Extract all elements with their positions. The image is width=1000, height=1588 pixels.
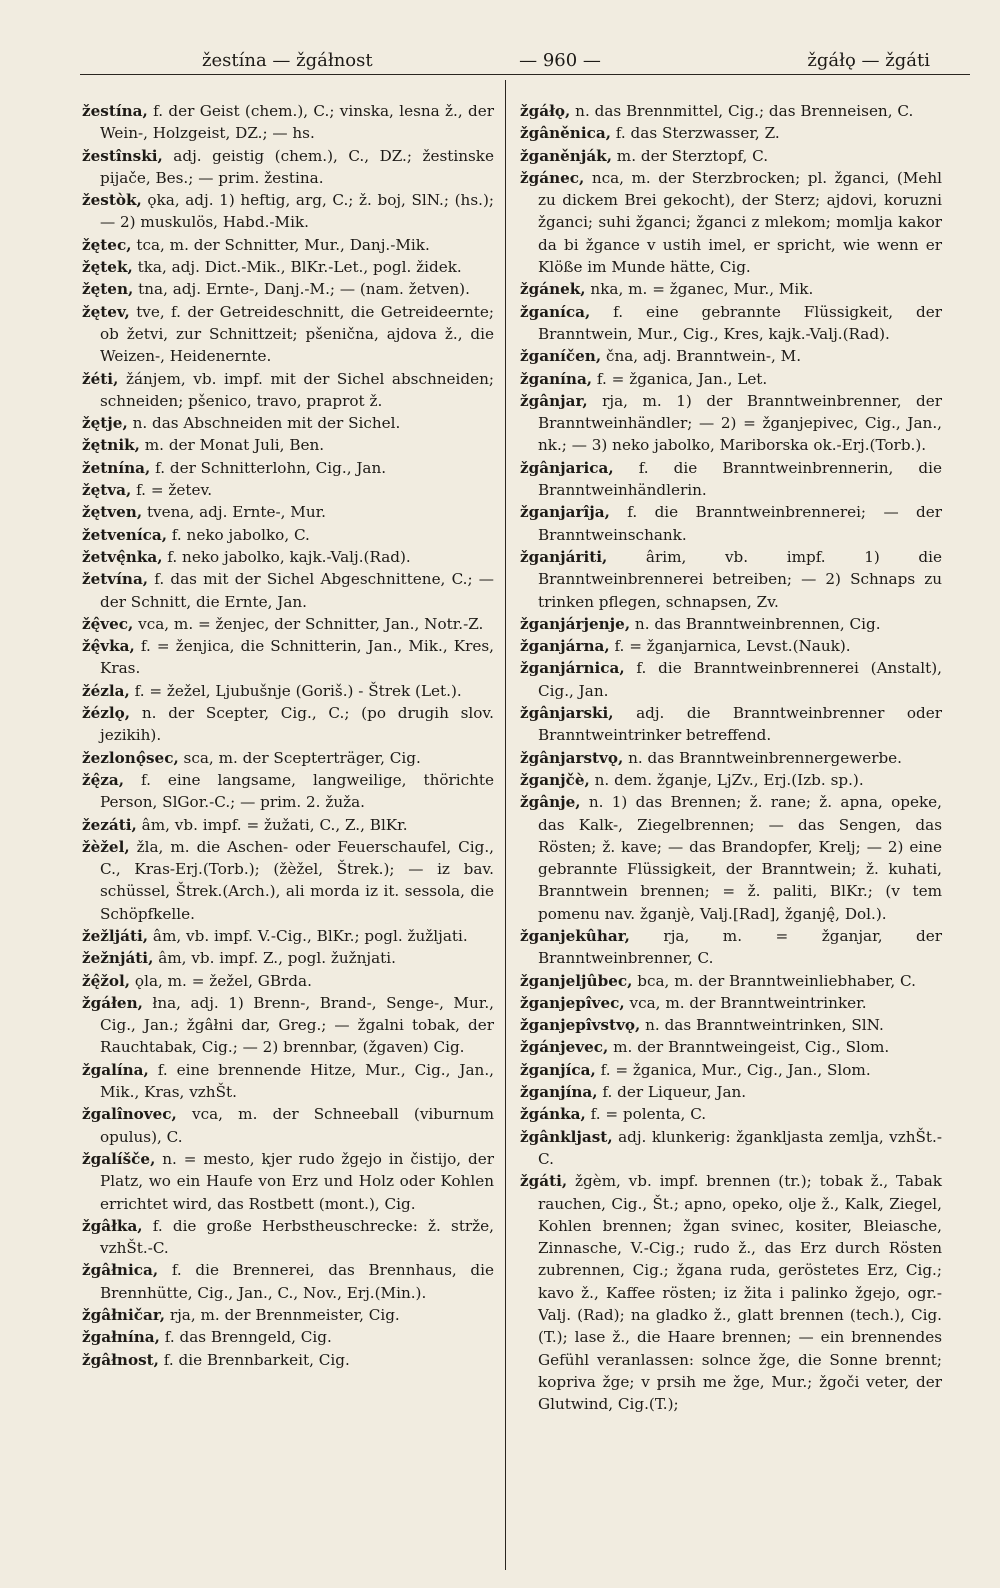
entry-definition: f. neko jabolko, C.: [166, 525, 310, 544]
dictionary-entry: [520, 992, 942, 1014]
dictionary-entry: [82, 814, 494, 836]
entry-headword: žętven,: [82, 503, 143, 522]
entry-headword: žganjárnica,: [520, 659, 625, 678]
entry-headword: žéti,: [82, 369, 119, 388]
entry-definition: tvena, adj. Ernte-, Mur.: [142, 503, 327, 522]
dictionary-entry: [520, 657, 942, 702]
dictionary-entry: [82, 278, 494, 300]
dictionary-entry: [82, 836, 494, 925]
entry-definition: f. = žganjarnica, Levst.(Nauk).: [609, 637, 851, 656]
entry-headword: žętnik,: [82, 436, 140, 455]
entry-headword: žgâłnost,: [82, 1350, 159, 1369]
entry-definition: n. der Scepter, Cig., C.; (po drugih slov. jezikih).: [100, 704, 494, 745]
dictionary-entry: [520, 1126, 942, 1171]
entry-definition: f. die Branntweinbrennerei (Anstalt), Cig., Jan.: [538, 659, 942, 700]
dictionary-entry: [520, 747, 942, 769]
entry-definition: n. 1) das Brennen; ž. rane; ž. apna, opeke, das Kalk-, Ziegelbrennen; — das Sengen, das Rösten; ž. kave; — das Brandopfer, Krelj; — 2) eine gebrannte Flüssigkeit, der Branntwein; ž. kuhati, Branntwein brennen; = ž. paliti, BlKr.; (v tem pomenu nav. žganjè, Valj.[Rad], žganję̂, Dol.).: [538, 793, 942, 923]
entry-headword: žganjepîvec,: [520, 993, 625, 1012]
entry-definition: vca, m. = ženjec, der Schnitter, Jan., Notr.-Z.: [133, 614, 484, 633]
dictionary-entry: [82, 434, 494, 456]
entry-definition: adj. klunkerig: žgankljasta zemlja, vzhŠt.-C.: [538, 1127, 942, 1168]
entry-headword: žézlǫ,: [82, 704, 131, 723]
dictionary-entry: [82, 1259, 494, 1304]
entry-headword: žgánek,: [520, 280, 586, 299]
entry-definition: f. das Brenngeld, Cig.: [159, 1328, 332, 1347]
dictionary-entry: [520, 1103, 942, 1125]
entry-definition: f. eine gebrannte Flüssigkeit, der Branntwein, Mur., Cig., Kres, kajk.-Valj.(Rad).: [538, 302, 942, 343]
entry-definition: âm, vb. impf. = žužati, C., Z., BlKr.: [136, 815, 408, 834]
entry-definition: f. das mit der Sichel Abgeschnittene, C.; — der Schnitt, die Ernte, Jan.: [100, 570, 494, 611]
dictionary-entry: [82, 501, 494, 523]
entry-definition: tca, m. der Schnitter, Mur., Danj.-Mik.: [131, 235, 430, 254]
dictionary-entry: [82, 635, 494, 680]
entry-headword: žežnjáti,: [82, 949, 154, 968]
entry-definition: f. = žetev.: [131, 481, 213, 500]
entry-headword: žganjekûhar,: [520, 926, 630, 945]
entry-definition: f. = žganica, Mur., Cig., Jan., Slom.: [595, 1060, 871, 1079]
entry-headword: žgânjarica,: [520, 458, 614, 477]
dictionary-entry: [82, 1349, 494, 1371]
entry-headword: žętev,: [82, 302, 130, 321]
dictionary-entry: [82, 457, 494, 479]
dictionary-entry: [520, 457, 942, 502]
entry-definition: m. der Sterztopf, C.: [611, 146, 769, 165]
entry-headword: žę̂vec,: [82, 614, 134, 633]
dictionary-entry: [82, 479, 494, 501]
dictionary-entry: [520, 278, 942, 300]
dictionary-entry: [82, 992, 494, 1059]
dictionary-entry: [520, 501, 942, 546]
entry-definition: f. = polenta, C.: [585, 1105, 707, 1124]
entry-definition: žla, m. die Aschen- oder Feuerschaufel, Cig., C., Kras-Erj.(Torb.); (žèžel, Štrek.); — iz bav. schüssel, Štrek.(Arch.), ali morda iz it. sessola, die Schöpfkelle.: [100, 837, 494, 923]
entry-headword: žèžel,: [82, 837, 130, 856]
dictionary-entry: [520, 702, 942, 747]
entry-headword: žętva,: [82, 481, 132, 500]
entry-headword: žgáti,: [520, 1172, 568, 1191]
entry-headword: žganjčè,: [520, 770, 590, 789]
entry-definition: f. das Sterzwasser, Z.: [610, 124, 780, 143]
entry-headword: žgánka,: [520, 1105, 586, 1124]
entry-headword: žgânje,: [520, 793, 581, 812]
entry-definition: nca, m. der Sterzbrocken; pl. žganci, (Mehl zu dickem Brei gekocht), der Sterz; ajdovi, koruzni žganci; suhi žganci; žganci z mlekom; momlja kakor da bi žgance v ustih imel, er spricht, wie wenn er Klöße im Munde hätte, Cig.: [538, 168, 942, 277]
entry-headword: žganjíca,: [520, 1060, 596, 1079]
dictionary-entry: [82, 546, 494, 568]
entry-definition: âm, vb. impf. Z., pogl. žužnjati.: [153, 949, 396, 968]
dictionary-entry: [520, 145, 942, 167]
dictionary-entry: [520, 1036, 942, 1058]
entry-headword: žestòk,: [82, 191, 142, 210]
dictionary-entry: [520, 301, 942, 346]
dictionary-entry: [82, 189, 494, 234]
dictionary-entry: [520, 390, 942, 457]
entry-headword: žgânjarski,: [520, 704, 614, 723]
entry-definition: f. = žganica, Jan., Let.: [592, 369, 768, 388]
entry-headword: žętje,: [82, 414, 128, 433]
entry-definition: f. der Liqueur, Jan.: [597, 1083, 747, 1102]
dictionary-entry: [520, 1059, 942, 1081]
entry-definition: f. = žežel, Ljubušnje (Goriš.) - Štrek (Let.).: [129, 681, 462, 700]
entry-headword: žętek,: [82, 258, 133, 277]
entry-definition: n. = mesto, kjer rudo žgejo in čistijo, der Platz, wo ein Haufe von Erz und Holz oder Kohlen errichtet wird, das Rostbett (mont.), Cig.: [100, 1149, 494, 1213]
entry-headword: žganíca,: [520, 302, 591, 321]
entry-headword: žgânkljast,: [520, 1127, 613, 1146]
entry-definition: rja, m. der Brennmeister, Cig.: [165, 1306, 400, 1325]
entry-definition: adj. geistig (chem.), C., DZ.; žestinske pijače, Bes.; — prim. žestina.: [100, 146, 494, 187]
dictionary-entry: [520, 791, 942, 925]
dictionary-entry: [82, 145, 494, 190]
dictionary-entry: [520, 368, 942, 390]
entry-headword: žestína,: [82, 102, 148, 120]
dictionary-entry: [82, 524, 494, 546]
entry-definition: vca, m. der Branntweintrinker.: [624, 993, 867, 1012]
dictionary-entry: [82, 1148, 494, 1215]
dictionary-entry: [82, 301, 494, 368]
dictionary-entry: [82, 256, 494, 278]
entry-headword: žgánec,: [520, 168, 585, 187]
entry-definition: tve, f. der Getreideschnitt, die Getreideernte; ob žetvi, zur Schnittzeit; pšenična, ajdova ž., die Weizen-, Heidenernte.: [100, 302, 494, 366]
dictionary-entry: [520, 613, 942, 635]
entry-definition: n. das Brennmittel, Cig.; das Brenneisen, C.: [570, 102, 914, 120]
entry-definition: nka, m. = žganec, Mur., Mik.: [585, 280, 814, 299]
entry-definition: f. die Brennbarkeit, Cig.: [158, 1350, 350, 1369]
dictionary-entry: [82, 412, 494, 434]
dictionary-entry: [82, 970, 494, 992]
dictionary-entry: [520, 100, 942, 122]
entry-definition: rja, m. = žganjar, der Branntweinbrenner, C.: [538, 926, 942, 968]
entry-headword: žęten,: [82, 280, 134, 299]
entry-definition: čna, adj. Branntwein-, M.: [601, 347, 802, 366]
entry-definition: f. eine brennende Hitze, Mur., Cig., Jan., Mik., Kras, vzhŠt.: [100, 1060, 494, 1102]
dictionary-entry: [520, 345, 942, 367]
entry-definition: bca, m. der Branntweinliebhaber, C.: [632, 971, 916, 990]
dictionary-entry: [82, 925, 494, 947]
dictionary-entry: [520, 1170, 942, 1415]
dictionary-entry: [520, 925, 942, 970]
entry-definition: f. die Branntweinbrennerin, die Branntweinhändlerin.: [538, 458, 942, 500]
entry-definition: f. eine langsame, langweilige, thörichte Person, SlGor.-C.; — prim. 2. žuža.: [100, 770, 494, 812]
entry-headword: žganjáriti,: [520, 547, 608, 566]
entry-headword: žetvenı́ca,: [82, 525, 167, 544]
entry-definition: łna, adj. 1) Brenn-, Brand-, Senge-, Mur., Cig., Jan.; žgâłni dar, Greg.; — žgalni tobak, der Rauchtabak, Cig.; — 2) brennbar, (žgaven) Cig.: [100, 993, 494, 1057]
entry-definition: sca, m. der Scepterträger, Cig.: [178, 748, 421, 767]
entry-definition: f. der Geist (chem.), C.; vinska, lesna ž., der Wein-, Holzgeist, DZ.; — hs.: [100, 102, 494, 143]
dictionary-entry: [82, 1215, 494, 1260]
entry-definition: n. das Branntweintrinken, SlN.: [640, 1016, 884, 1035]
dictionary-entry: [520, 546, 942, 613]
entry-headword: žętec,: [82, 235, 132, 254]
entry-headword: žežljáti,: [82, 926, 149, 945]
entry-headword: žgáłen,: [82, 993, 143, 1012]
entry-definition: adj. die Branntweinbrenner oder Branntweintrinker betreffend.: [538, 704, 942, 745]
dictionary-entry: [520, 970, 942, 992]
dictionary-entry: [82, 702, 494, 747]
dictionary-entry: [82, 1059, 494, 1104]
entry-headword: žganína,: [520, 369, 593, 388]
entry-headword: žganjína,: [520, 1083, 598, 1102]
entry-headword: žgânjarstvǫ,: [520, 748, 624, 767]
entry-definition: f. die große Herbstheuschrecke: ž. strže, vzhŠt.-C.: [100, 1216, 494, 1258]
entry-definition: n. das Branntweinbrennergewerbe.: [623, 748, 902, 767]
page-number: — 960 —: [519, 50, 601, 71]
dictionary-entry: [520, 769, 942, 791]
dictionary-entry: [82, 234, 494, 256]
entry-headword: žganjepîvstvǫ,: [520, 1016, 641, 1035]
dictionary-entry: [82, 368, 494, 413]
entry-definition: f. die Brennerei, das Brennhaus, die Brennhütte, Cig., Jan., C., Nov., Erj.(Min.).: [100, 1261, 494, 1302]
entry-definition: ǫla, m. = žežel, GBrda.: [130, 971, 312, 990]
column-divider: [505, 80, 506, 1570]
left-column: [82, 100, 494, 1371]
header-rule: [80, 74, 970, 75]
entry-headword: žezlonǫ̂sec,: [82, 748, 179, 767]
dictionary-entry: [82, 568, 494, 613]
entry-headword: žgâněnica,: [520, 124, 611, 143]
entry-headword: žestînski,: [82, 146, 163, 165]
entry-headword: žganjarîja,: [520, 503, 610, 522]
dictionary-entry: [520, 122, 942, 144]
dictionary-entry: [82, 100, 494, 145]
dictionary-entry: [520, 1014, 942, 1036]
entry-headword: žetvína,: [82, 570, 149, 589]
entry-headword: žganjárjenje,: [520, 614, 631, 633]
entry-headword: žgalíšče,: [82, 1149, 156, 1168]
dictionary-entry: [82, 1103, 494, 1148]
entry-definition: n. dem. žganje, LjZv., Erj.(Izb. sp.).: [589, 770, 864, 789]
entry-headword: žézla,: [82, 681, 130, 700]
entry-definition: žánjem, vb. impf. mit der Sichel abschneiden; schneiden; pšenico, travo, praprot ž.: [100, 369, 494, 410]
entry-definition: m. der Branntweingeist, Cig., Slom.: [608, 1038, 890, 1057]
entry-headword: žgánjevec,: [520, 1038, 609, 1057]
entry-headword: žgałnína,: [82, 1328, 160, 1347]
dictionary-entry: [82, 680, 494, 702]
entry-headword: žganíčen,: [520, 347, 602, 366]
dictionary-entry: [82, 947, 494, 969]
entry-definition: f. neko jabolko, kajk.-Valj.(Rad).: [162, 547, 411, 566]
entry-definition: rja, m. 1) der Branntweinbrenner, der Branntweinhändler; — 2) = žganjepivec, Cig., Jan., nk.; — 3) neko jabolko, Mariborska ok.-Erj.(Torb.).: [538, 391, 942, 455]
entry-headword: žę̂vka,: [82, 637, 135, 656]
entry-definition: ârim, vb. impf. 1) die Branntweinbrennerei betreiben; — 2) Schnaps zu trinken pflegen, schnapsen, Zv.: [538, 547, 942, 611]
entry-definition: n. das Branntweinbrennen, Cig.: [630, 614, 881, 633]
entry-definition: f. der Schnitterlohn, Cig., Jan.: [150, 458, 387, 477]
entry-definition: âm, vb. impf. V.-Cig., BlKr.; pogl. žužljati.: [148, 926, 468, 945]
entry-definition: tna, adj. Ernte-, Danj.-M.; — (nam. žetven).: [133, 280, 470, 299]
entry-headword: žganjárna,: [520, 637, 610, 656]
entry-definition: žgèm, vb. impf. brennen (tr.); tobak ž., Tabak rauchen, Cig., Št.; apno, opeko, olje ž., Kalk, Ziegel, Kohlen brennen; žgan svinec, kositer, Bleiasche, Zinnasche, V.-Cig.; rudo ž., das Erz durch Rösten zubrennen, Cig.; žgana ruda, geröstetes Erz, Cig.; kavo ž., Kaffee rösten; iz žita i palinko žgejo, ogr.-Valj. (Rad); na gladko ž., glatt brennen (tech.), Cig.(T.); lase ž., die Haare brennen; — ein brennendes Gefühl veranlassen: solnce žge, die Sonne brennt; kopriva žge; v prsih me žge, Mur.; žgoči veter, der Glutwind, Cig.(T.);: [538, 1172, 942, 1414]
entry-headword: žganěnják,: [520, 146, 612, 165]
entry-headword: žetnína,: [82, 458, 151, 477]
entry-headword: žę̂žol,: [82, 971, 131, 990]
entry-headword: žgâłnica,: [82, 1261, 159, 1280]
entry-headword: žę̂za,: [82, 770, 125, 789]
entry-definition: f. die Branntweinbrennerei; — der Branntweinschank.: [538, 503, 942, 544]
entry-headword: žezáti,: [82, 815, 137, 834]
entry-headword: žgâłka,: [82, 1216, 143, 1235]
dictionary-entry: [82, 747, 494, 769]
entry-definition: n. das Abschneiden mit der Sichel.: [127, 414, 401, 433]
entry-headword: žetvę̂nka,: [82, 547, 163, 566]
header-right-guideword: žgáłǫ — žgáti: [807, 50, 930, 71]
right-column: [520, 100, 942, 1416]
dictionary-entry: [82, 1304, 494, 1326]
entry-definition: f. = ženjica, die Schnitterin, Jan., Mik., Kres, Kras.: [100, 637, 494, 678]
dictionary-entry: [82, 613, 494, 635]
dictionary-entry: [82, 769, 494, 814]
dictionary-entry: [520, 167, 942, 278]
dictionary-entry: [520, 1081, 942, 1103]
dictionary-entry: [520, 635, 942, 657]
entry-headword: žgáłǫ,: [520, 102, 571, 120]
entry-headword: žgâłničar,: [82, 1306, 166, 1325]
entry-headword: žganjeljûbec,: [520, 971, 633, 990]
entry-headword: žgalína,: [82, 1060, 149, 1079]
header-left-guideword: žestína — žgáłnost: [202, 50, 373, 71]
dictionary-entry: [82, 1326, 494, 1348]
entry-definition: ǫka, adj. 1) heftig, arg, C.; ž. boj, SlN.; (hs.); — 2) muskulös, Habd.-Mik.: [100, 191, 494, 232]
entry-definition: tka, adj. Dict.-Mik., BlKr.-Let., pogl. židek.: [132, 258, 462, 277]
entry-definition: vca, m. der Schneeball (viburnum opulus), C.: [100, 1105, 494, 1146]
entry-definition: m. der Monat Juli, Ben.: [139, 436, 325, 455]
entry-headword: žgalînovec,: [82, 1105, 177, 1124]
entry-headword: žgânjar,: [520, 391, 588, 410]
